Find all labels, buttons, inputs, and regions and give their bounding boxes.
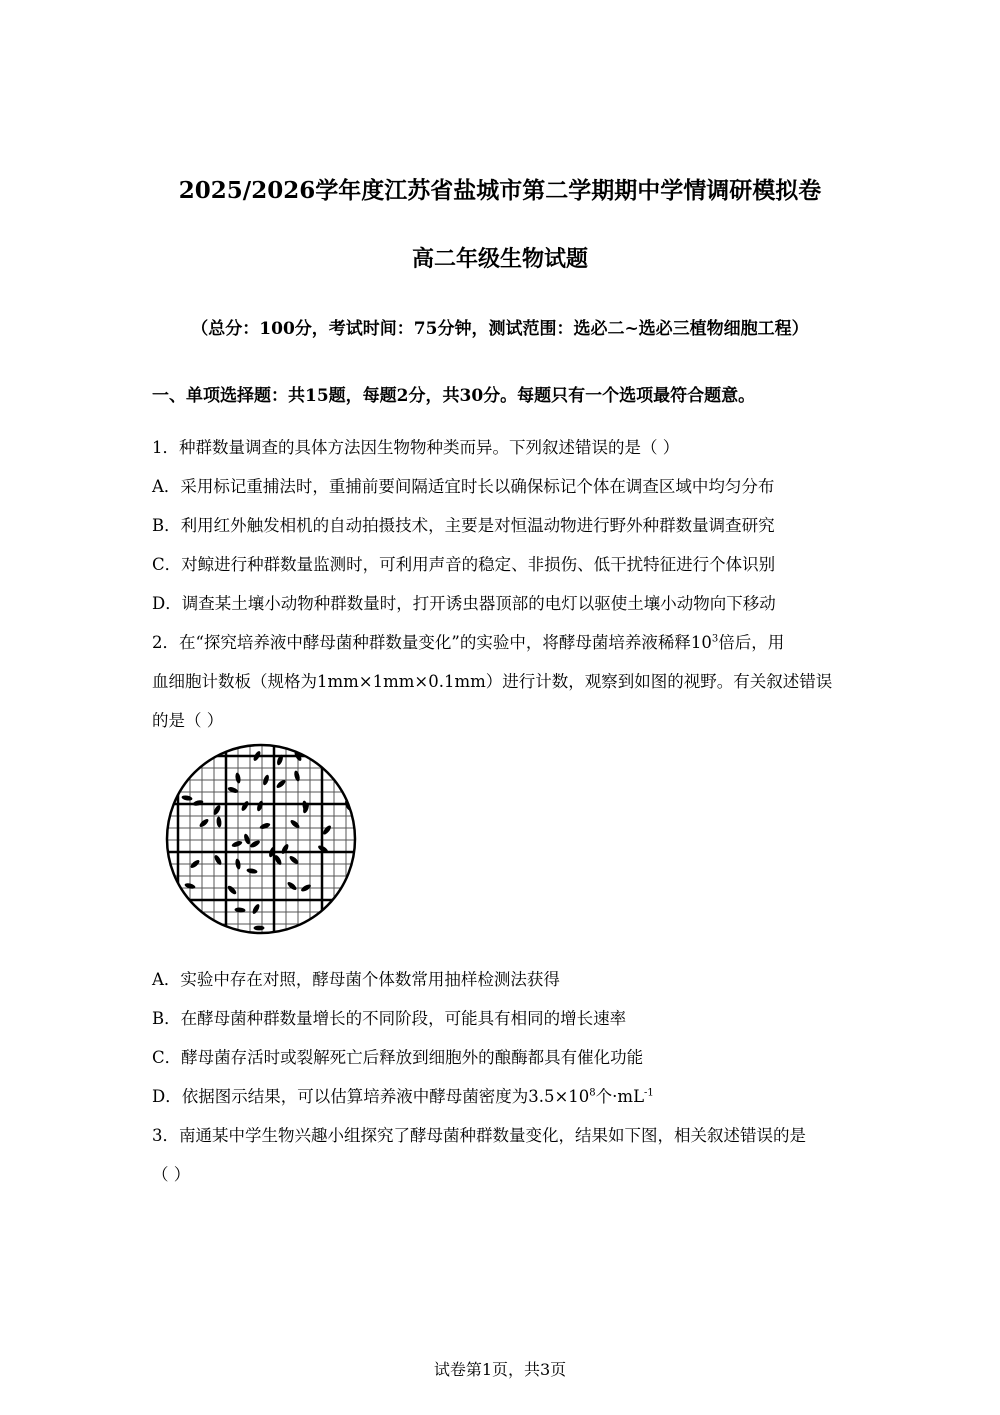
page-footer: 试卷第1页，共3页 [433, 1360, 567, 1379]
yeast-cell [226, 884, 237, 895]
yeast-cell [256, 800, 264, 812]
q1-stem: 1．种群数量调查的具体方法因生物物种类而异。下列叙述错误的是（ ） [152, 438, 680, 457]
q2-option-d: D．依据图示结果，可以估算培养液中酵母菌密度为$3.5\times 10^8$个$\cdot mL^{-1}$ [152, 1087, 654, 1106]
q2-option-a: A．实验中存在对照，酵母菌个体数常用抽样检测法获得 [152, 970, 560, 989]
q1-option-c: C．对鲸进行种群数量监测时，可利用声音的稳定、非损伤、低干扰特征进行个体识别 [152, 555, 776, 574]
exam-subtitle: 高二年级生物试题 [411, 246, 588, 272]
hemocytometer-figure [160, 738, 364, 938]
yeast-cell [286, 881, 298, 892]
exam-title: 2025/2026学年度江苏省盐城市第二学期期中学情调研模拟卷 [178, 177, 822, 204]
yeast-cell [249, 839, 261, 849]
exam-info: （总分：100分，考试时间：75分钟，测试范围：选必二~选必三植物细胞工程） [191, 319, 809, 339]
q3-stem-line2: （ ） [152, 1165, 191, 1184]
yeast-cell [235, 772, 242, 784]
yeast-cell [240, 800, 250, 812]
section-heading: 一、单项选择题：共15题，每题2分，共30分。每题只有一个选项最符合题意。 [152, 386, 756, 406]
q2-stem-line2: 血细胞计数板（规格为1mm×1mm×0.1mm）进行计数，观察到如图的视野。有关叙述错误 [152, 672, 833, 691]
q2-stem-line1: 2．在“探究培养液中酵母菌种群数量变化”的实验中，将酵母菌培养液稀释$10^3$倍后，用 [152, 633, 785, 652]
q3-stem-line1: 3．南通某中学生物兴趣小组探究了酵母菌种群数量变化，结果如下图，相关叙述错误的是 [152, 1126, 806, 1145]
yeast-cell [231, 840, 243, 848]
q2-stem-line3: 的是（ ） [152, 711, 224, 730]
yeast-cell [216, 816, 222, 827]
yeast-cell [181, 795, 193, 802]
q1-option-b: B．利用红外触发相机的自动拍摄技术，主要是对恒温动物进行野外种群数量调查研究 [152, 516, 775, 535]
yeast-cell [198, 818, 210, 829]
q2-option-b: B．在酵母菌种群数量增长的不同阶段，可能具有相同的增长速率 [152, 1009, 627, 1028]
yeast-cell [251, 903, 261, 915]
yeast-cell [254, 926, 265, 931]
yeast-cell [227, 786, 239, 794]
q1-option-d: D．调查某土壤小动物种群数量时，打开诱虫器顶部的电灯以驱使土壤小动物向下移动 [152, 594, 776, 613]
yeast-cell [246, 868, 258, 875]
yeast-cell [259, 822, 271, 830]
q2-option-c: C．酵母菌存活时或裂解死亡后释放到细胞外的酿酶都具有催化功能 [152, 1048, 644, 1067]
yeast-cell [235, 858, 242, 870]
q1-option-a: A．采用标记重捕法时，重捕前要间隔适宜时长以确保标记个体在调查区域中均匀分布 [152, 477, 775, 496]
